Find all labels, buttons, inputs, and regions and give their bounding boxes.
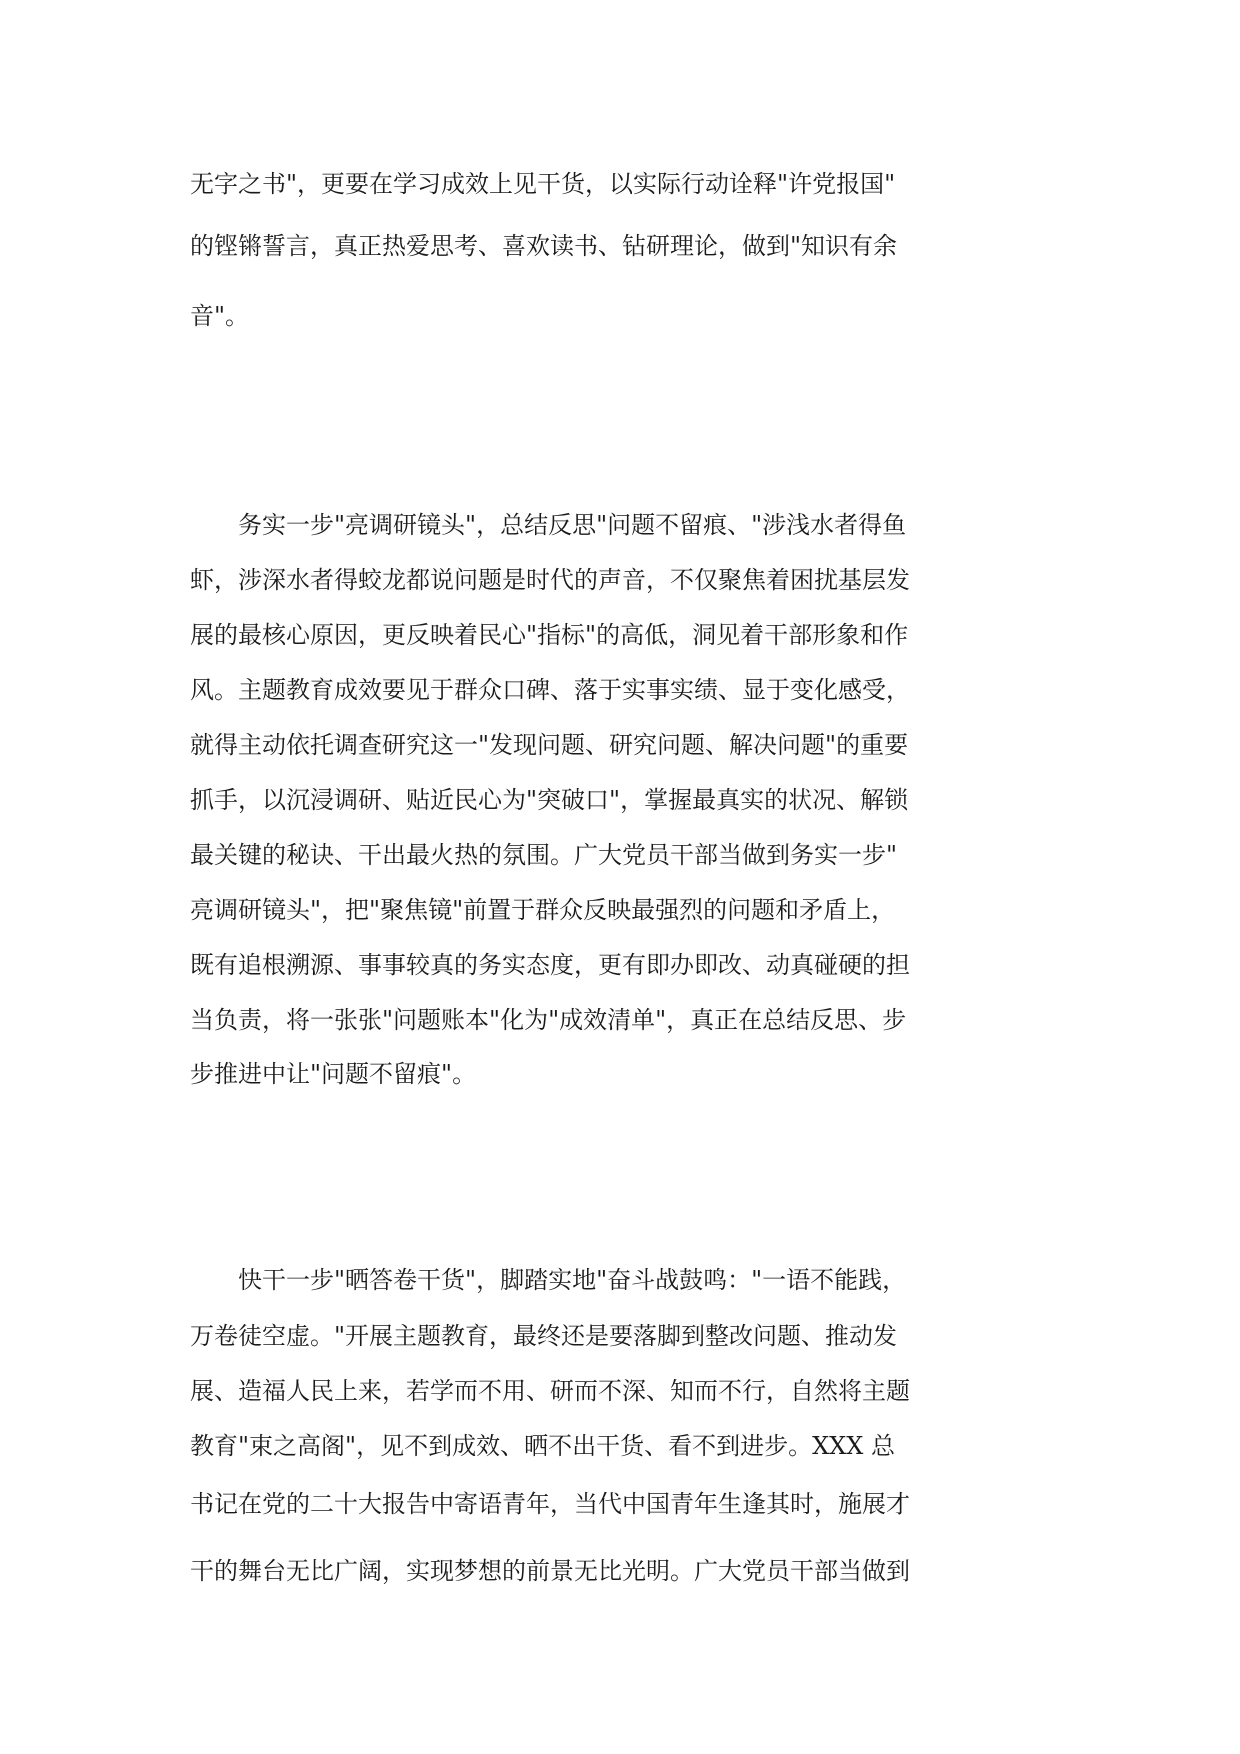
paragraph-line: 风。主题教育成效要见于群众口碑、落于实事实绩、显于变化感受， bbox=[190, 676, 910, 704]
paragraph-line: 展、造福人民上来，若学而不用、研而不深、知而不行，自然将主题 bbox=[190, 1377, 910, 1405]
paragraph-line: 务实一步"亮调研镜头"，总结反思"问题不留痕、"涉浅水者得鱼 bbox=[238, 511, 907, 539]
paragraph-line: 展的最核心原因，更反映着民心"指标"的高低，洞见着干部形象和作 bbox=[190, 621, 909, 649]
paragraph-line: 的铿锵誓言，真正热爱思考、喜欢读书、钻研理论，做到"知识有余 bbox=[190, 232, 898, 260]
paragraph-line: 当负责，将一张张"问题账本"化为"成效清单"，真正在总结反思、步 bbox=[190, 1006, 907, 1034]
paragraph-line: 无字之书"，更要在学习成效上见干货，以实际行动诠释"许党报国" bbox=[190, 170, 896, 198]
paragraph-line: 最关键的秘诀、干出最火热的氛围。广大党员干部当做到务实一步" bbox=[190, 841, 898, 869]
paragraph-line: 既有追根溯源、事事较真的务实态度，更有即办即改、动真碰硬的担 bbox=[190, 951, 910, 979]
paragraph-line: 步推进中让"问题不留痕"。 bbox=[190, 1060, 477, 1088]
paragraph-line: 抓手，以沉浸调研、贴近民心为"突破口"，掌握最真实的状况、解锁 bbox=[190, 786, 909, 814]
paragraph-line: 书记在党的二十大报告中寄语青年，当代中国青年生逢其时，施展才 bbox=[190, 1490, 910, 1518]
paragraph-line: 万卷徒空虚。"开展主题教育，最终还是要落脚到整改问题、推动发 bbox=[190, 1322, 898, 1350]
paragraph-line: 快干一步"晒答卷干货"，脚踏实地"奋斗战鼓鸣："一语不能践， bbox=[238, 1266, 907, 1294]
paragraph-line: 亮调研镜头"，把"聚焦镜"前置于群众反映最强烈的问题和矛盾上， bbox=[190, 896, 896, 924]
paragraph-line: 音"。 bbox=[190, 302, 250, 330]
paragraph-line: 教育"束之高阁"，见不到成效、晒不出干货、看不到进步。XXX 总 bbox=[190, 1432, 895, 1460]
paragraph-line: 虾，涉深水者得蛟龙都说问题是时代的声音，不仅聚焦着困扰基层发 bbox=[190, 566, 910, 594]
paragraph-line: 就得主动依托调查研究这一"发现问题、研究问题、解决问题"的重要 bbox=[190, 731, 909, 759]
paragraph-line: 干的舞台无比广阔，实现梦想的前景无比光明。广大党员干部当做到 bbox=[190, 1557, 910, 1585]
